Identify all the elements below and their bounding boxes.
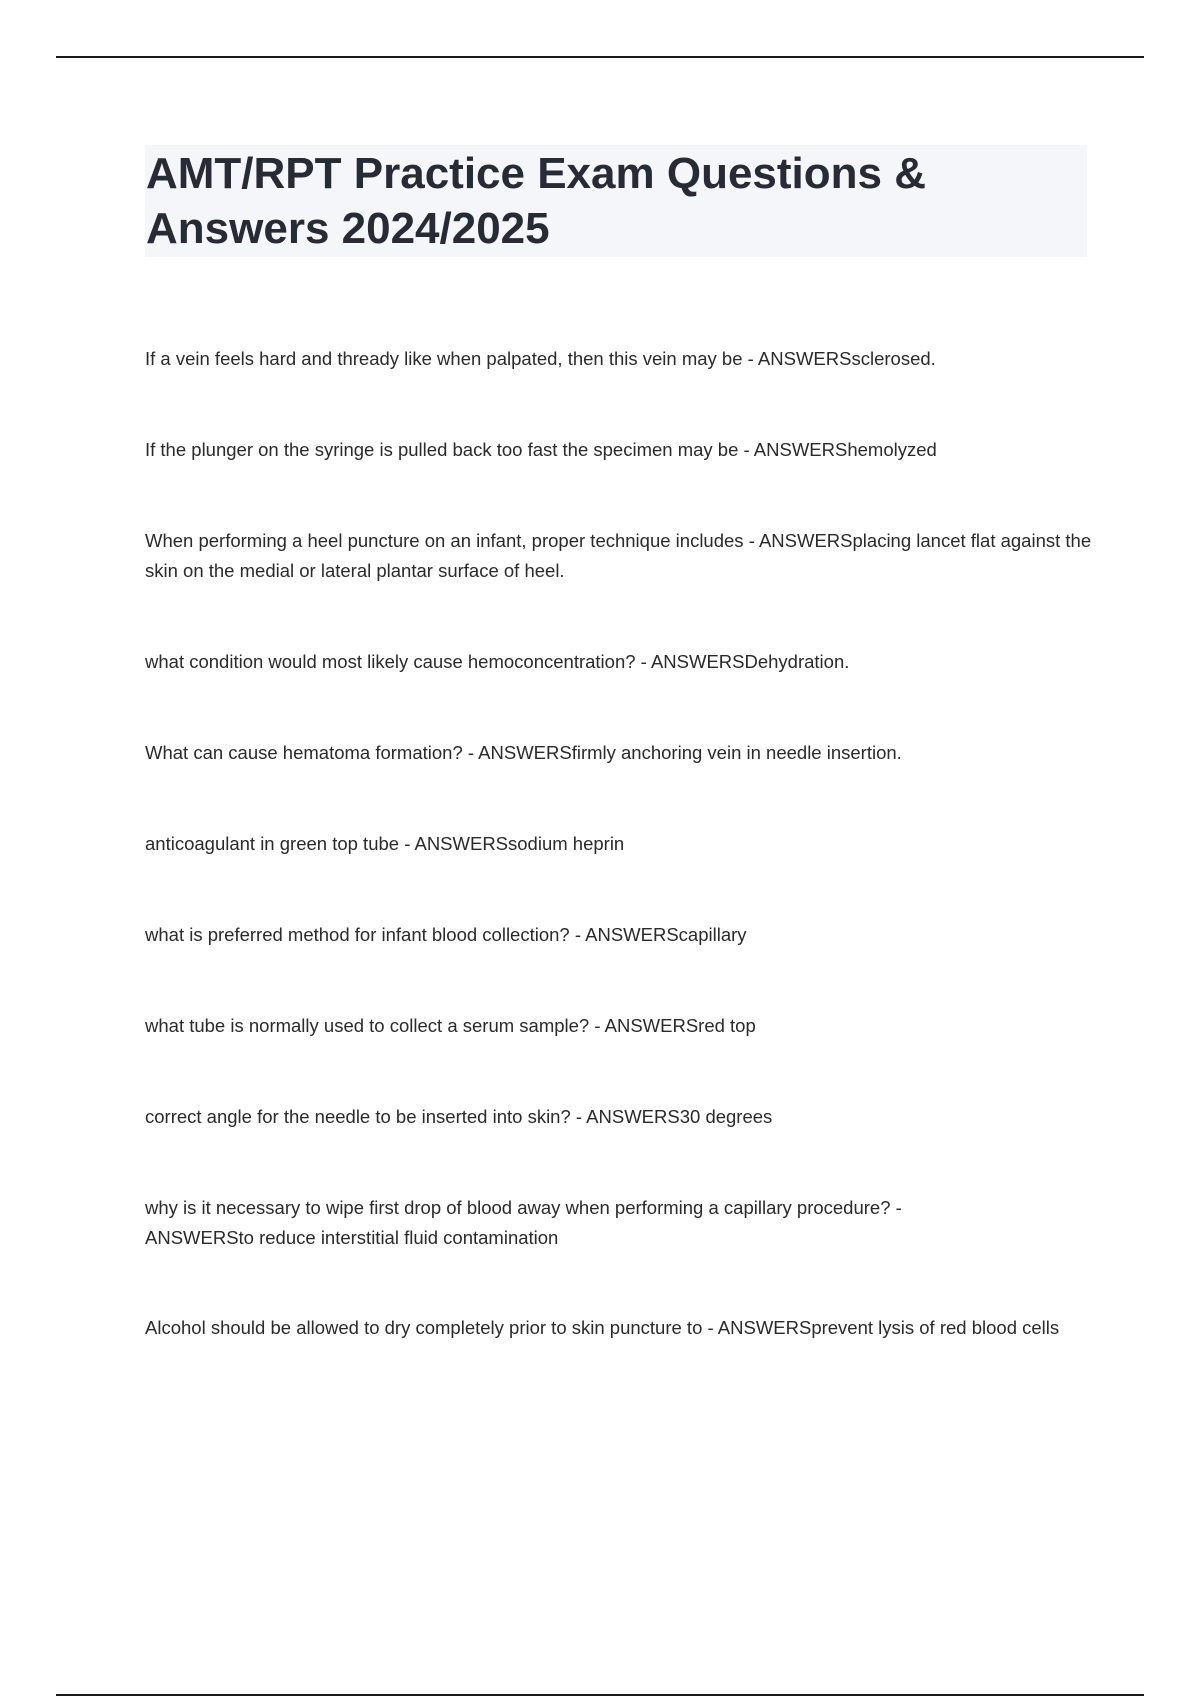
qa-item-3: When performing a heel puncture on an infant, proper technique includes - ANSWERSplacing lancet flat against the skin on the medial or lateral plantar surface of heel. [145, 530, 1092, 581]
qa-item-7: what is preferred method for infant blood collection? - ANSWERScapillary [145, 924, 747, 945]
top-rule [56, 56, 1144, 58]
page-title: AMT/RPT Practice Exam Questions & Answers 2024/2025 [146, 149, 926, 253]
bottom-rule [56, 1694, 1144, 1696]
qa-item-4: what condition would most likely cause hemoconcentration? - ANSWERSDehydration. [145, 651, 850, 672]
qa-item-5: What can cause hematoma formation? - ANSWERSfirmly anchoring vein in needle insertion. [145, 742, 902, 763]
qa-item-11: Alcohol should be allowed to dry completely prior to skin puncture to - ANSWERSprevent lysis of red blood cells [145, 1317, 1060, 1338]
qa-item-1: If a vein feels hard and thready like when palpated, then this vein may be - ANSWERSsclerosed. [145, 348, 936, 369]
qa-item-9: correct angle for the needle to be inserted into skin? - ANSWERS30 degrees [145, 1106, 773, 1127]
title-banner [145, 145, 1087, 257]
qa-item-10: why is it necessary to wipe first drop of blood away when performing a capillary procedure? - ANSWERSto reduce interstitial fluid contamination [145, 1197, 902, 1248]
qa-item-6: anticoagulant in green top tube - ANSWERSsodium heprin [145, 833, 625, 854]
qa-item-2: If the plunger on the syringe is pulled back too fast the specimen may be - ANSWERShemolyzed [145, 439, 937, 460]
qa-item-8: what tube is normally used to collect a serum sample? - ANSWERSred top [145, 1015, 756, 1036]
